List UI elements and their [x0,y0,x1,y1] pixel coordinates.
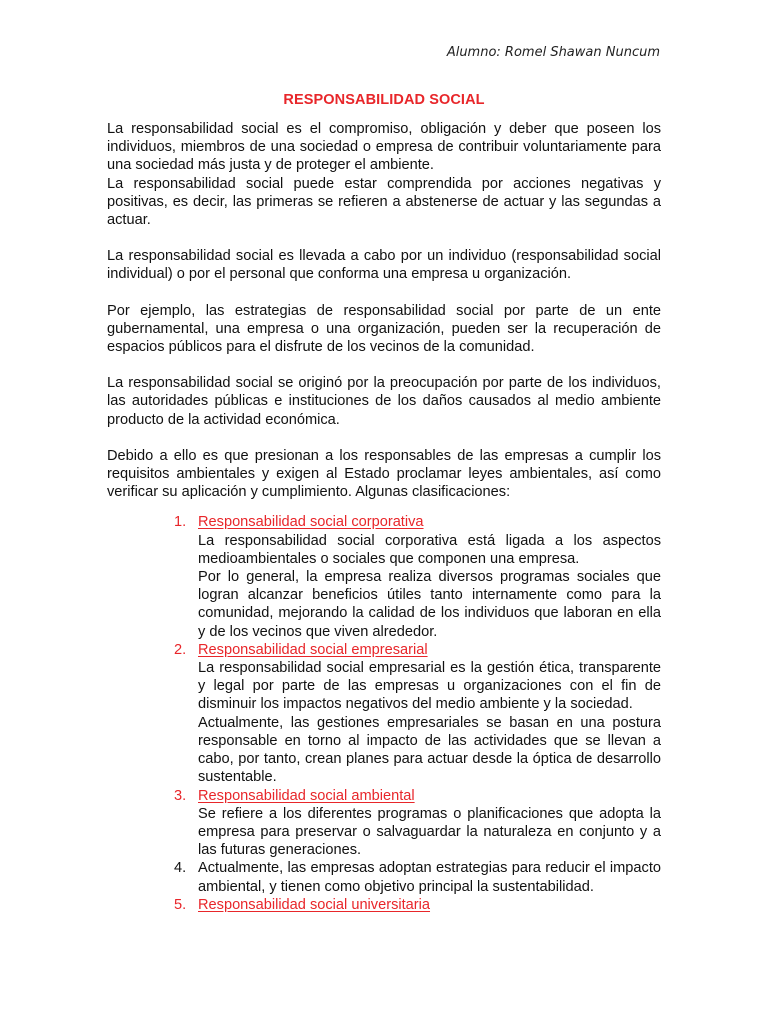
paragraph: Debido a ello es que presionan a los responsables de las empresas a cumplir los requisitos ambientales y exigen al Estado proclamar leyes ambientales, así como verificar su aplicación y cumplimiento. Algunas clasificaciones: [107,447,661,501]
list-number: 1. [174,514,187,531]
list-item [174,787,661,860]
list-item-title: Responsabilidad social ambiental [198,787,415,804]
list-item-text: La responsabilidad social empresarial es la gestión ética, transparente y legal por parte de las empresas u organizaciones con el fin de disminuir los impactos negativos del medio ambiente y la sociedad. [198,660,661,713]
list-item [174,859,661,895]
list-item-text: Por lo general, la empresa realiza diversos programas sociales que logran alcanzar beneficios útiles tanto internamente como para la comunidad, mejorando la calidad de los individuos que laboran en ella y de los vecinos que viven alrededor. [198,569,661,640]
page-title: RESPONSABILIDAD SOCIAL [283,92,485,108]
list-item [174,641,661,787]
list-item-text: La responsabilidad social corporativa está ligada a los aspectos medioambientales o sociales que componen una empresa. [198,532,661,567]
list-item-text: Actualmente, las gestiones empresariales se basan en una postura responsable en torno al impacto de las actividades que se llevan a cabo, por tanto, crean planes para actuar desde la óptica de desarrollo sustentable. [198,714,661,786]
paragraph: Por ejemplo, las estrategias de responsabilidad social por parte de un ente gubernamental, una empresa o una organización, pueden ser la recuperación de espacios públicos para el disfrute de los vecinos de la comunidad. [107,302,661,356]
paragraph: La responsabilidad social es el compromiso, obligación y deber que poseen los individuos, miembros de una sociedad o empresa de contribuir voluntariamente para una sociedad más justa y de proteger el ambiente. [107,121,661,174]
list-number: 3. [174,787,187,804]
author-name: Alumno: Romel Shawan Nuncum [446,45,660,60]
list-number: 4. [174,860,187,877]
document-body [107,120,661,914]
paragraph: La responsabilidad social es llevada a cabo por un individuo (responsabilidad social individual) o por el personal que conforma una empresa u organización. [107,248,661,283]
list-item [174,513,661,640]
paragraph: La responsabilidad social puede estar comprendida por acciones negativas y positivas, es decir, las primeras se refieren a abstenerse de actuar y las segundas a actuar. [107,175,661,229]
list-item-text: Se refiere a los diferentes programas o planificaciones que adopta la empresa para preservar o salvaguardar la naturaleza en conjunto y a las futuras generaciones. [198,805,661,859]
list-item-title: Responsabilidad social universitaria [198,896,431,913]
list-number: 5. [174,896,187,913]
list-item-title: Responsabilidad social empresarial [198,641,428,658]
list-number: 2. [174,641,187,658]
paragraph: La responsabilidad social se originó por la preocupación por parte de los individuos, las autoridades públicas e instituciones de los daños causados al medio ambiente producto de la actividad económica. [107,375,661,428]
list-item-title: Responsabilidad social corporativa [198,514,424,531]
classification-list [107,513,661,913]
list-item-text: Actualmente, las empresas adoptan estrategias para reducir el impacto ambiental, y tienen como objetivo principal la sustentabilidad. [198,860,661,895]
list-item [174,896,661,914]
